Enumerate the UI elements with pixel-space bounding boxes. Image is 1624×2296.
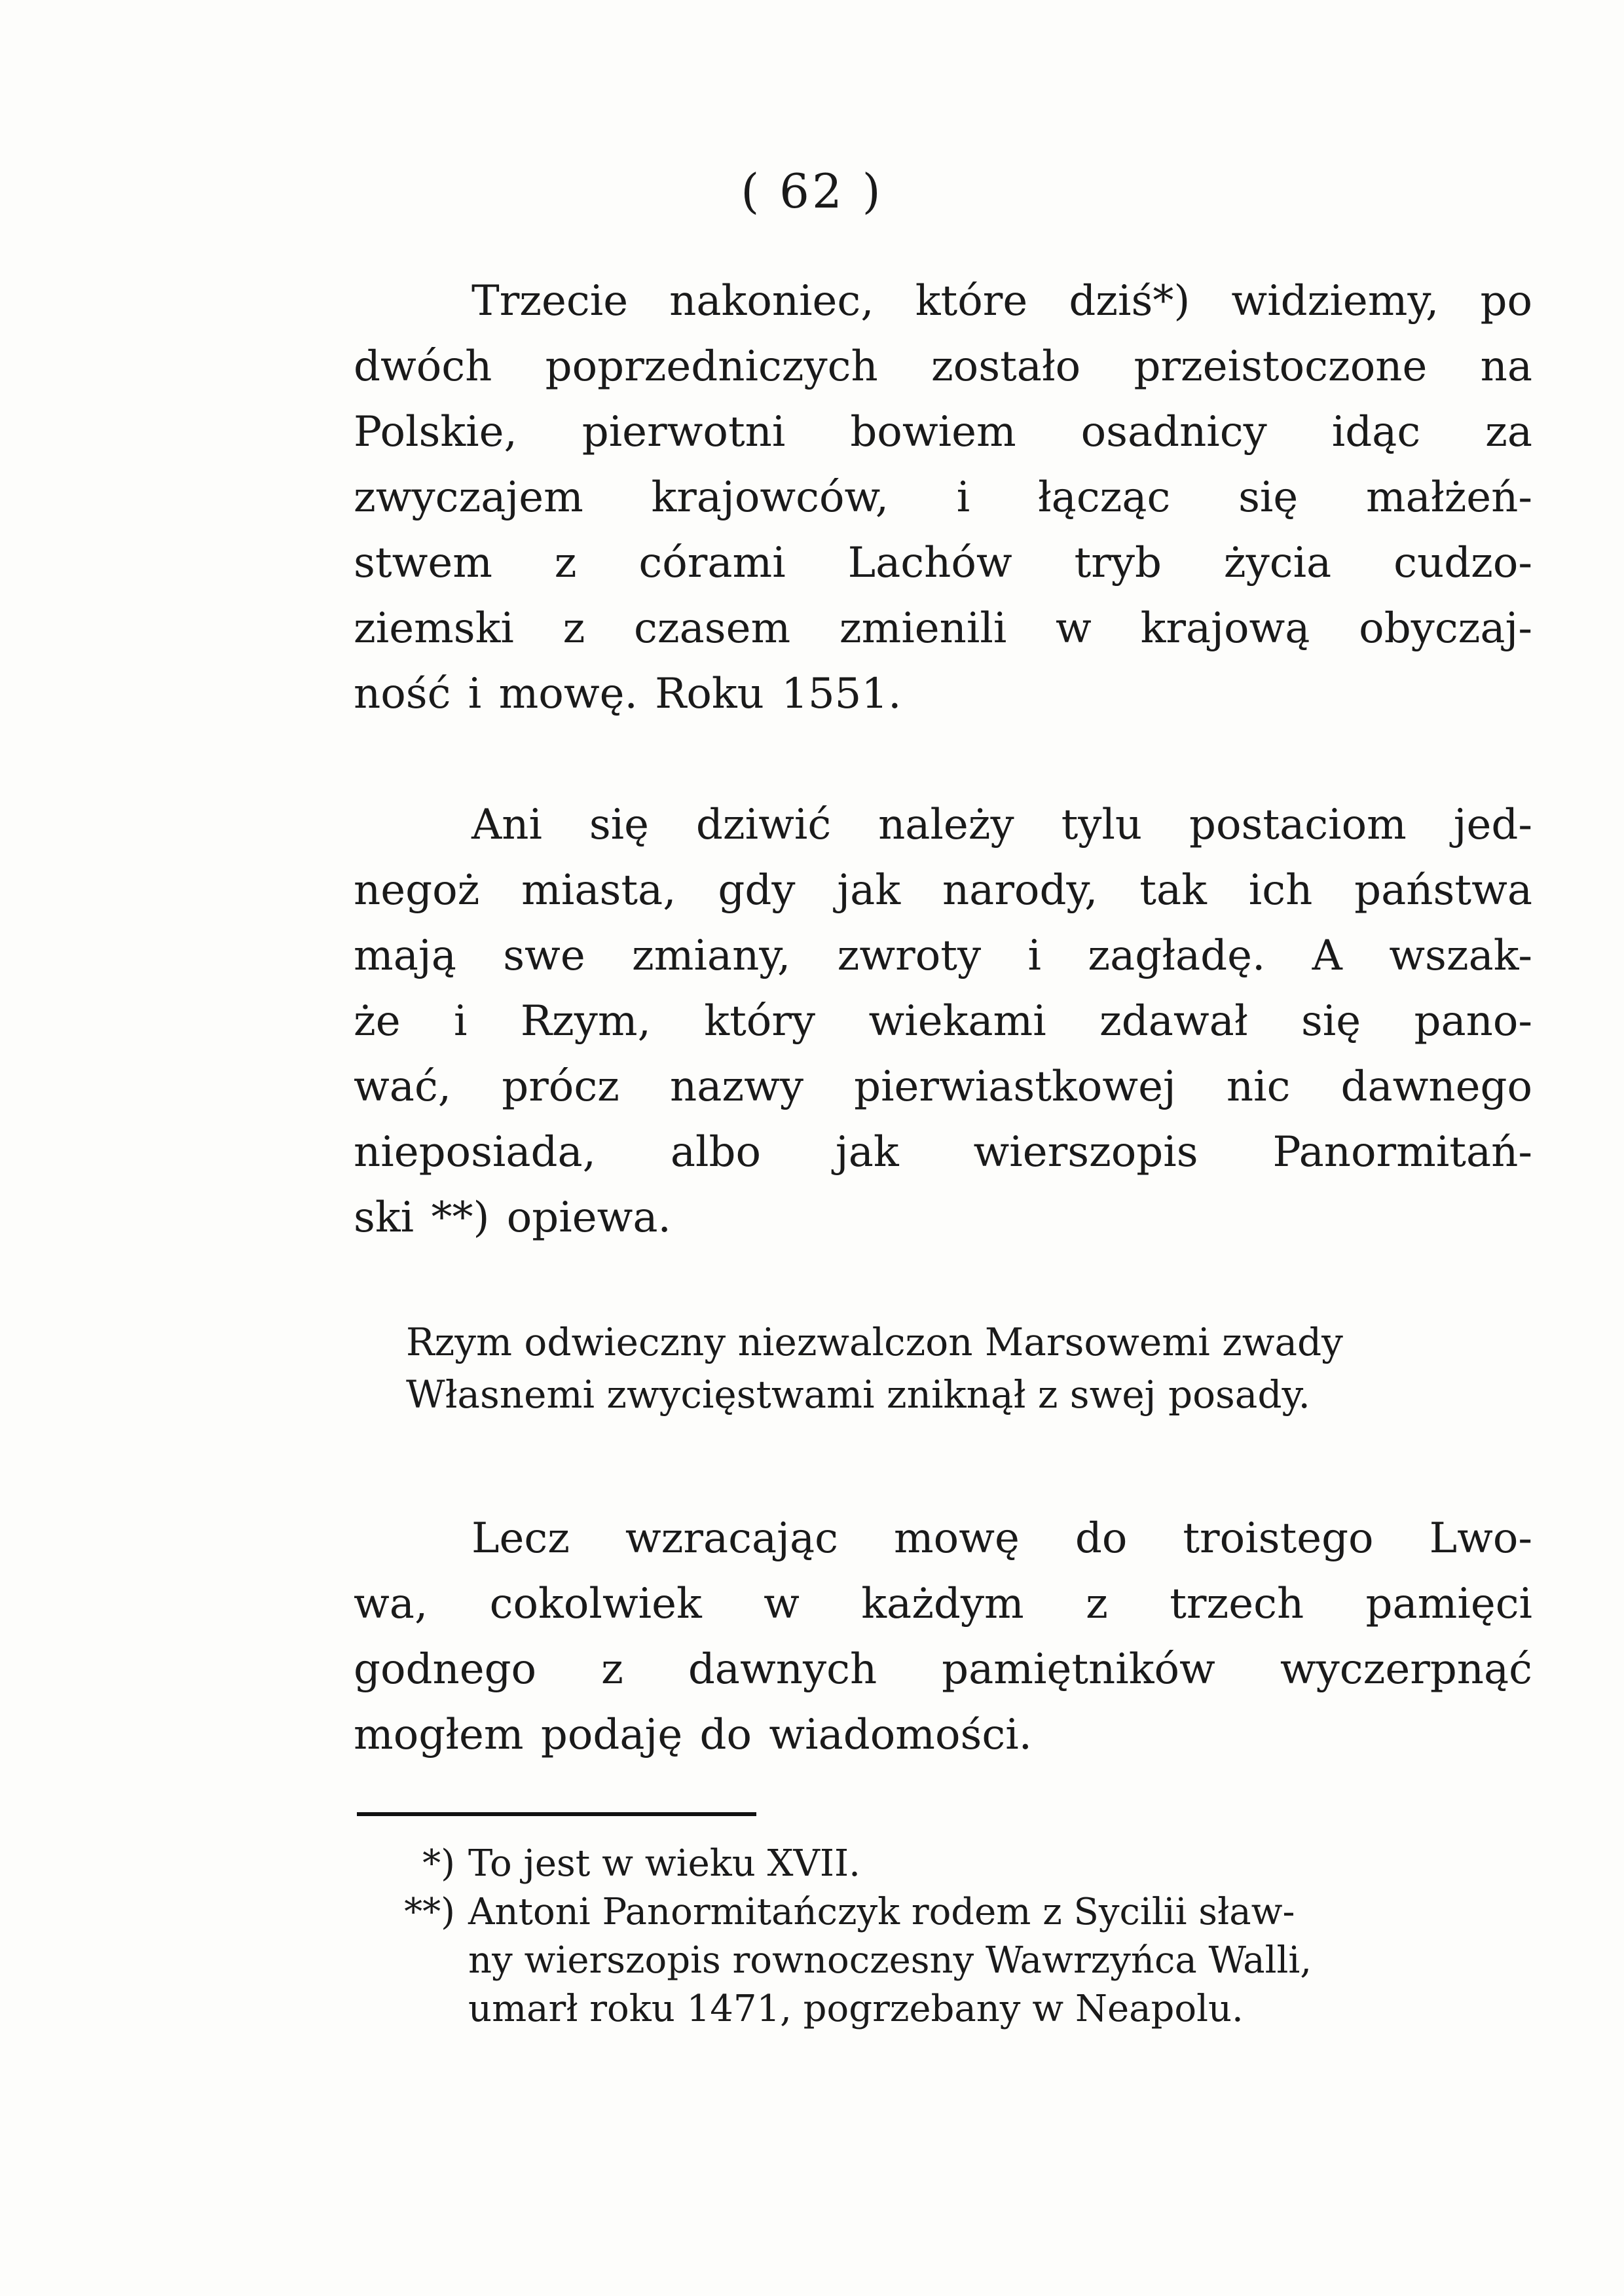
verse-line: Własnemi zwycięstwami zniknął z swej posady. (406, 1372, 1310, 1417)
text-line: Ani się dziwić należy tylu postaciom jed- (471, 801, 1532, 849)
verse-line: Rzym odwieczny niezwalczon Marsowemi zwady (406, 1320, 1343, 1364)
text-line: negoż miasta, gdy jak narody, tak ich państwa (354, 866, 1532, 915)
footnote-text: ny wierszopis rownoczesny Wawrzyńca Walli, (468, 1939, 1312, 1982)
footnotes (357, 1840, 1536, 2033)
footnote-text: Antoni Panormitańczyk rodem z Sycilii sław- (468, 1891, 1295, 1933)
text-line: Trzecie nakoniec, które dziś*) widziemy, po (471, 277, 1532, 325)
text-line: wa, cokolwiek w każdym z trzech pamięci (354, 1580, 1532, 1628)
text-line: Lecz wzracając mowę do troistego Lwo- (471, 1514, 1532, 1563)
text-line: nieposiada, albo jak wierszopis Panormitań- (354, 1128, 1532, 1176)
text-line: ziemski z czasem zmienili w krajową obyczaj- (354, 604, 1532, 653)
footnote-mark: *) (422, 1842, 455, 1885)
paragraph-3 (354, 1506, 1532, 1768)
verse-quote (406, 1316, 1532, 1421)
footnote-1 (357, 1840, 1536, 1888)
footnote-divider (357, 1812, 756, 1816)
text-line: godnego z dawnych pamiętników wyczerpnąć (354, 1645, 1532, 1694)
text-line: ność i mowę. Roku 1551. (354, 670, 902, 718)
text-line: ski **) opiewa. (354, 1194, 671, 1242)
paragraph-2 (354, 792, 1532, 1250)
text-line: że i Rzym, który wiekami zdawał się pano- (354, 997, 1532, 1046)
footnote-2 (357, 1888, 1536, 1937)
text-line: stwem z córami Lachów tryb życia cudzo- (354, 539, 1532, 587)
text-line: dwóch poprzedniczych zostało przeistoczone na (354, 342, 1532, 391)
footnote-text: To jest w wieku XVII. (468, 1842, 860, 1885)
footnote-text: umarł roku 1471, pogrzebany w Neapolu. (468, 1988, 1244, 2030)
text-line: wać, prócz nazwy pierwiastkowej nic dawnego (354, 1063, 1532, 1111)
text-line: mogłem podaję do wiadomości. (354, 1711, 1032, 1759)
text-line: zwyczajem krajowców, i łącząc się małżeń- (354, 473, 1532, 522)
text-line: mają swe zmiany, zwroty i zagładę. A wszak- (354, 932, 1532, 980)
footnote-mark: **) (404, 1891, 455, 1933)
page-number: ( 62 ) (741, 164, 883, 219)
text-line: Polskie, pierwotni bowiem osadnicy idąc za (354, 408, 1532, 456)
paragraph-1 (354, 268, 1532, 727)
